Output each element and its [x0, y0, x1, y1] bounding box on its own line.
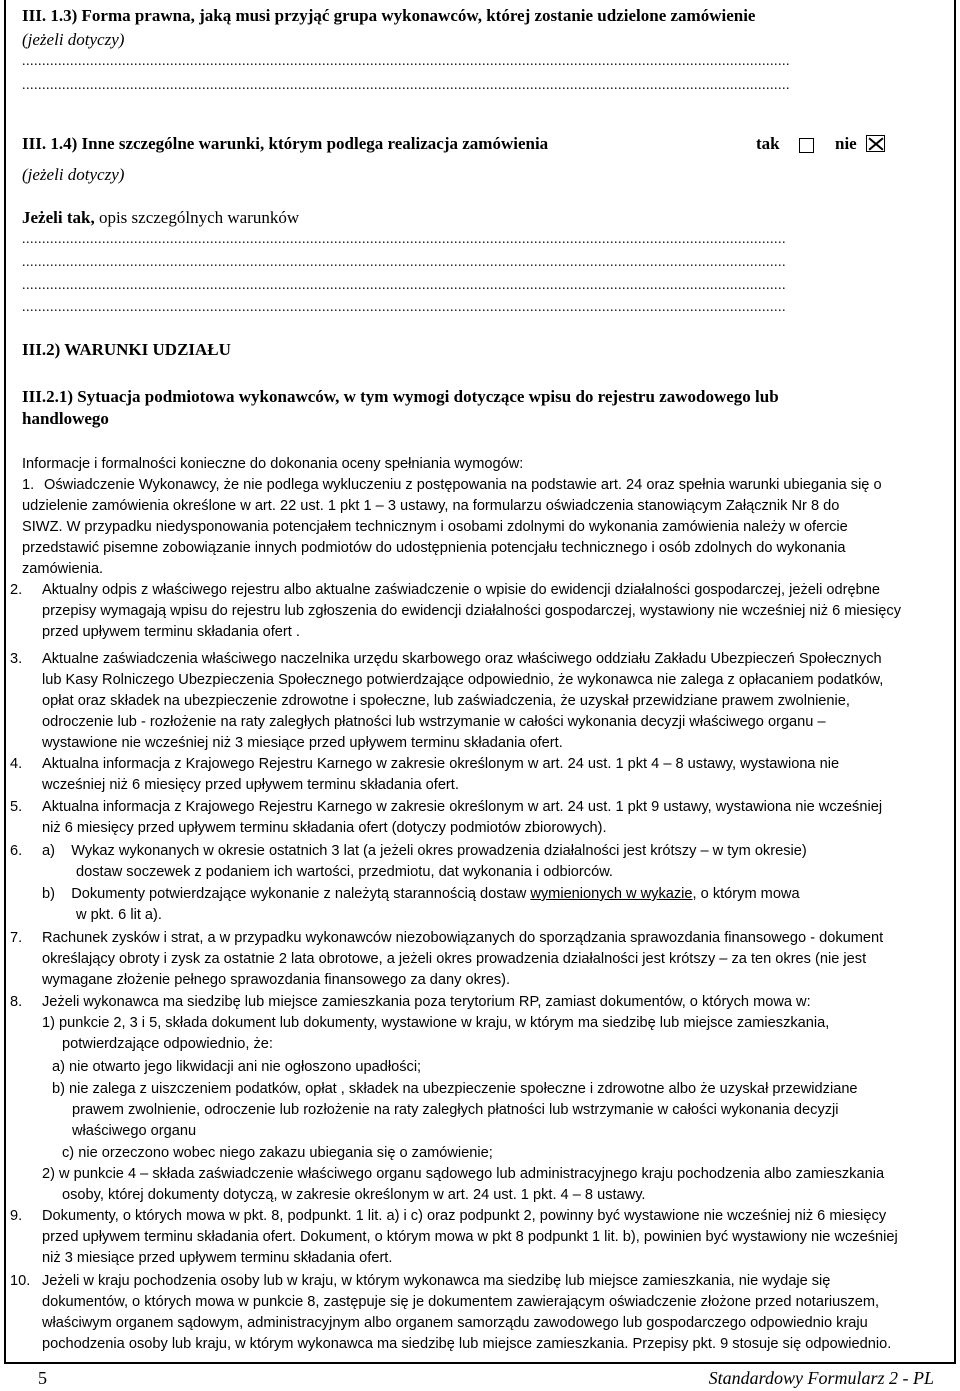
item-number: 4.	[10, 756, 23, 772]
item-number: 6.	[10, 843, 23, 859]
nie-label: nie	[835, 134, 857, 153]
tak-checkbox[interactable]	[799, 138, 814, 153]
item-number: 5.	[10, 799, 23, 815]
item-text: właściwego organu	[72, 1123, 197, 1139]
item-text: c) nie orzeczono wobec niego zakazu ubiegania się o zamówienie;	[62, 1145, 493, 1161]
special-conditions-label: Jeżeli tak, opis szczególnych warunków	[22, 208, 300, 227]
item-text: właściwym organem sądowym, administracyjnym albo organem samorządu zawodowego lub gospodarczego odpowiednio kraju	[42, 1315, 868, 1331]
item-text: dostaw soczewek z podaniem ich wartości, przedmiotu, dat wykonania i odbiorców.	[76, 864, 613, 880]
item-text: SIWZ. W przypadku niedysponowania potencjałem technicznym i osobami zdolnymi do wykonania zamówienia należy w ofercie	[22, 519, 848, 535]
item-text: 2) w punkcie 4 – składa zaświadczenie właściwego organu sądowego lub administracyjnego kraju pochodzenia albo zamieszkania	[42, 1166, 885, 1182]
item-text: pochodzenia osoby lub kraju, w którym wykonawca ma siedzibę lub miejsce zamieszkania. Przepisy pkt. 9 stosuje się odpowiednio.	[42, 1336, 892, 1352]
item-number: 2.	[10, 582, 23, 598]
section-2-1-title-line1: III.2.1) Sytuacja podmiotowa wykonawców, w tym wymogi dotyczące wpisu do rejestru zawodowego lub	[22, 387, 779, 406]
item-text: przedstawić pisemne zobowiązanie innych podmiotów do udostępnienia potencjału technicznego i osób zdolnych do wykonania	[22, 540, 846, 556]
answer-line[interactable]: ................................................................................................................................................................................................	[22, 54, 790, 69]
item-number: 10.	[10, 1273, 31, 1289]
item-text: wystawione nie wcześniej niż 3 miesiące przed upływem terminu składania ofert.	[42, 735, 563, 751]
item-text: 1) punkcie 2, 3 i 5, składa dokument lub dokumenty, wystawione w kraju, w którym ma siedzibę lub miejsce zamieszkania,	[42, 1015, 830, 1031]
item-number: 8.	[10, 994, 23, 1010]
section-1-3-note: (jeżeli dotyczy)	[22, 30, 125, 49]
item-number: 7.	[10, 930, 23, 946]
tak-label: tak	[756, 134, 780, 153]
form-name: Standardowy Formularz 2 - PL	[708, 1368, 934, 1388]
item-text: b) nie zalega z uiszczeniem podatków, opłat , składek na ubezpieczenie społeczne i zdrowotne albo że uzyskał przewidziane	[52, 1081, 858, 1097]
item-text: lub Kasy Rolniczego Ubezpieczenia Społecznego potwierdzające odpowiednio, że wykonawca nie zalega z opłacaniem podatków,	[42, 672, 884, 688]
section-2-heading: III.2) WARUNKI UDZIAŁU	[22, 340, 231, 359]
answer-line[interactable]: ...............................................................................................................................................................................................	[22, 255, 786, 270]
item-text: przed upływem terminu składania ofert. Dokument, o którym mowa w pkt 8 podpunkt 1 lit. b), powinien być wystawiony nie wcześniej	[42, 1229, 898, 1245]
item-text: Oświadczenie Wykonawcy, że nie podlega wykluczeniu z postępowania na podstawie art. 24 oraz spełnia warunki ubiegania się o	[44, 477, 882, 493]
item-text: opłat oraz składek na ubezpieczenie zdrowotne i społeczne, lub zaświadczenia, że uzyskał przewidziane prawem zwolnienie,	[42, 693, 850, 709]
item-text: określający obroty i zysk za ostatnie 2 lata obrotowe, a jeżeli okres prowadzenia działalności jest krótszy – za ten okres (nie jest	[42, 951, 867, 967]
item-text: wymagane złożenie pełnego sprawozdania finansowego za dany okres).	[42, 972, 511, 988]
item-text: Aktualne zaświadczenia właściwego naczelnika urzędu skarbowego oraz właściwego oddziału Zakładu Ubezpieczeń Społecznych	[42, 651, 882, 667]
item-text: Rachunek zysków i strat, a w przypadku wykonawców niezobowiązanych do sporządzania sprawozdania finansowego - dokument	[42, 930, 884, 946]
nie-checkbox-checked[interactable]	[866, 135, 885, 152]
item-text: niż 3 miesiące przed upływem terminu składania ofert.	[42, 1250, 393, 1266]
item-text: Dokumenty, o których mowa w pkt. 8, podpunkt. 1 lit. a) i c) oraz podpunkt 2, powinny być wystawione nie wcześniej niż 6 miesięcy	[42, 1208, 887, 1224]
section-2-1-title-line2: handlowego	[22, 409, 109, 428]
page-number: 5	[38, 1368, 47, 1388]
item-text: udzielenie zamówienia określone w art. 22 ust. 1 pkt 1 – 3 ustawy, na formularzu oświadczenia stanowiącym Załącznik Nr 8 do	[22, 498, 840, 514]
intro-text: Informacje i formalności konieczne do dokonania oceny spełniania wymogów:	[22, 456, 524, 472]
item-text: przed upływem terminu składania ofert .	[42, 624, 300, 640]
item-text: Jeżeli w kraju pochodzenia osoby lub w kraju, w którym wykonawca ma siedzibę lub miejsce zamieszkania, nie wydaje się	[42, 1273, 831, 1289]
item-text: prawem zwolnienie, odroczenie lub rozłożenie na raty zaległych płatności lub wstrzymanie w całości wykonania decyzji	[72, 1102, 839, 1118]
section-1-4-title: III. 1.4) Inne szczególne warunki, którym podlega realizacja zamówienia	[22, 134, 549, 153]
item-text: przepisy wymagają wpisu do rejestru lub zgłoszenia do ewidencji działalności gospodarczej, wystawiony nie wcześniej niż 6 miesięcy	[42, 603, 902, 619]
item-text: dokumentów, o których mowa w punkcie 8, zastępuje się je dokumentem zawierającym oświadczenie złożone przed notariuszem,	[42, 1294, 880, 1310]
item-text: a) Wykaz wykonanych w okresie ostatnich 3 lat (a jeżeli okres prowadzenia działalności jest krótszy – w tym okresie)	[42, 843, 807, 859]
item-text: Aktualna informacja z Krajowego Rejestru Karnego w zakresie określonym w art. 24 ust. 1 pkt 4 – 8 ustawy, wystawiona nie	[42, 756, 840, 772]
item-number: 9.	[10, 1208, 23, 1224]
item-text: odroczenie lub - rozłożenie na raty zaległych płatności lub wstrzymanie w całości wykonania decyzji właściwego organu –	[42, 714, 826, 730]
item-text: Jeżeli wykonawca ma siedzibę lub miejsce zamieszkania poza terytorium RP, zamiast dokumentów, o których mowa w:	[42, 994, 811, 1010]
item-text: a) nie otwarto jego likwidacji ani nie ogłoszono upadłości;	[52, 1059, 422, 1075]
answer-line[interactable]: ................................................................................................................................................................................................	[22, 78, 790, 93]
item-text: w pkt. 6 lit a).	[76, 907, 162, 923]
item-text: Aktualna informacja z Krajowego Rejestru Karnego w zakresie określonym w art. 24 ust. 1 pkt 9 ustawy, wystawiona nie wcześniej	[42, 799, 883, 815]
item-text: wcześniej niż 6 miesięcy przed upływem terminu składania ofert.	[42, 777, 459, 793]
item-text: osoby, której dokumenty dotyczą, w zakresie określonym w art. 24 ust. 1 pkt. 4 – 8 ustawy.	[62, 1187, 646, 1203]
answer-line[interactable]: ...............................................................................................................................................................................................	[22, 300, 786, 315]
answer-line[interactable]: ...............................................................................................................................................................................................	[22, 232, 786, 247]
section-1-4-note: (jeżeli dotyczy)	[22, 165, 125, 184]
item-text: niż 6 miesięcy przed upływem terminu składania ofert (dotyczy podmiotów zbiorowych).	[42, 820, 607, 836]
item-number: 3.	[10, 651, 23, 667]
item-text: Aktualny odpis z właściwego rejestru albo aktualne zaświadczenie o wpisie do ewidencji działalności gospodarczej, jeżeli odrębne	[42, 582, 880, 598]
item-text: b) Dokumenty potwierdzające wykonanie z należytą starannością dostaw wymienionych w wykazie, o którym mowa	[42, 886, 800, 902]
answer-line[interactable]: ...............................................................................................................................................................................................	[22, 278, 786, 293]
item-text: potwierdzające odpowiednio, że:	[62, 1036, 273, 1052]
item-number: 1.	[22, 477, 35, 493]
section-1-3-title: III. 1.3) Forma prawna, jaką musi przyjąć grupa wykonawców, której zostanie udzielone zamówienie	[22, 6, 756, 25]
item-text: zamówienia.	[22, 561, 104, 577]
